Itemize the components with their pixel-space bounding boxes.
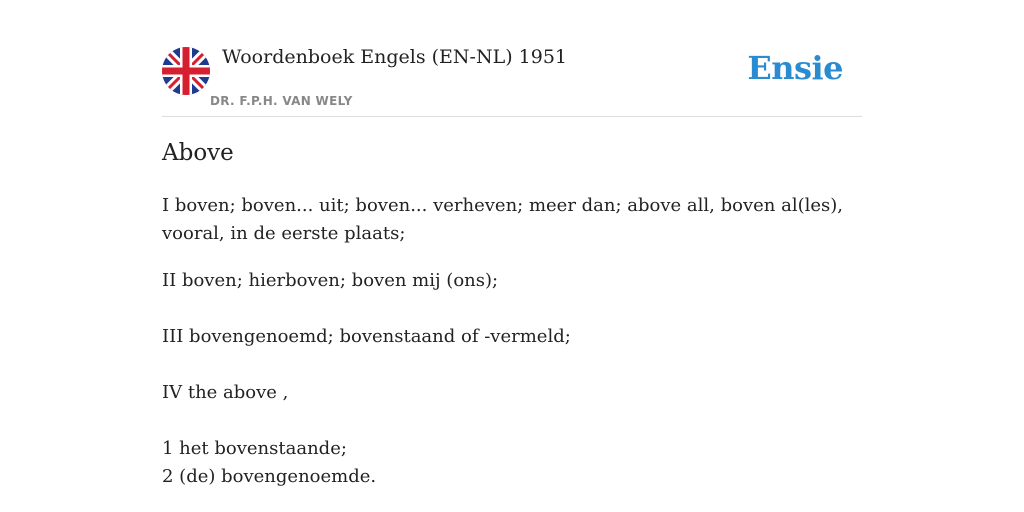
sub-sense-1: 1 het bovenstaande; bbox=[162, 438, 347, 459]
entry-headword: Above bbox=[162, 140, 234, 166]
entry-definition bbox=[162, 192, 862, 491]
uk-flag-icon bbox=[162, 47, 210, 95]
ensie-logo-link[interactable]: Ensie bbox=[747, 49, 843, 87]
sense-iii: III bovengenoemd; bovenstaand of -vermeld; bbox=[162, 326, 571, 347]
sense-i: I boven; boven... uit; boven... verheven; meer dan; above all, boven al(les), vooral, in de eerste plaats; bbox=[162, 195, 844, 244]
sense-ii: II boven; hierboven; boven mij (ons); bbox=[162, 270, 499, 291]
dictionary-header bbox=[162, 44, 862, 117]
dictionary-author: DR. F.P.H. VAN WELY bbox=[210, 94, 353, 108]
sub-sense-2: 2 (de) bovengenoemde. bbox=[162, 466, 377, 487]
dictionary-title[interactable]: Woordenboek Engels (EN-NL) 1951 bbox=[222, 46, 567, 68]
sense-iv: IV the above , bbox=[162, 382, 289, 403]
